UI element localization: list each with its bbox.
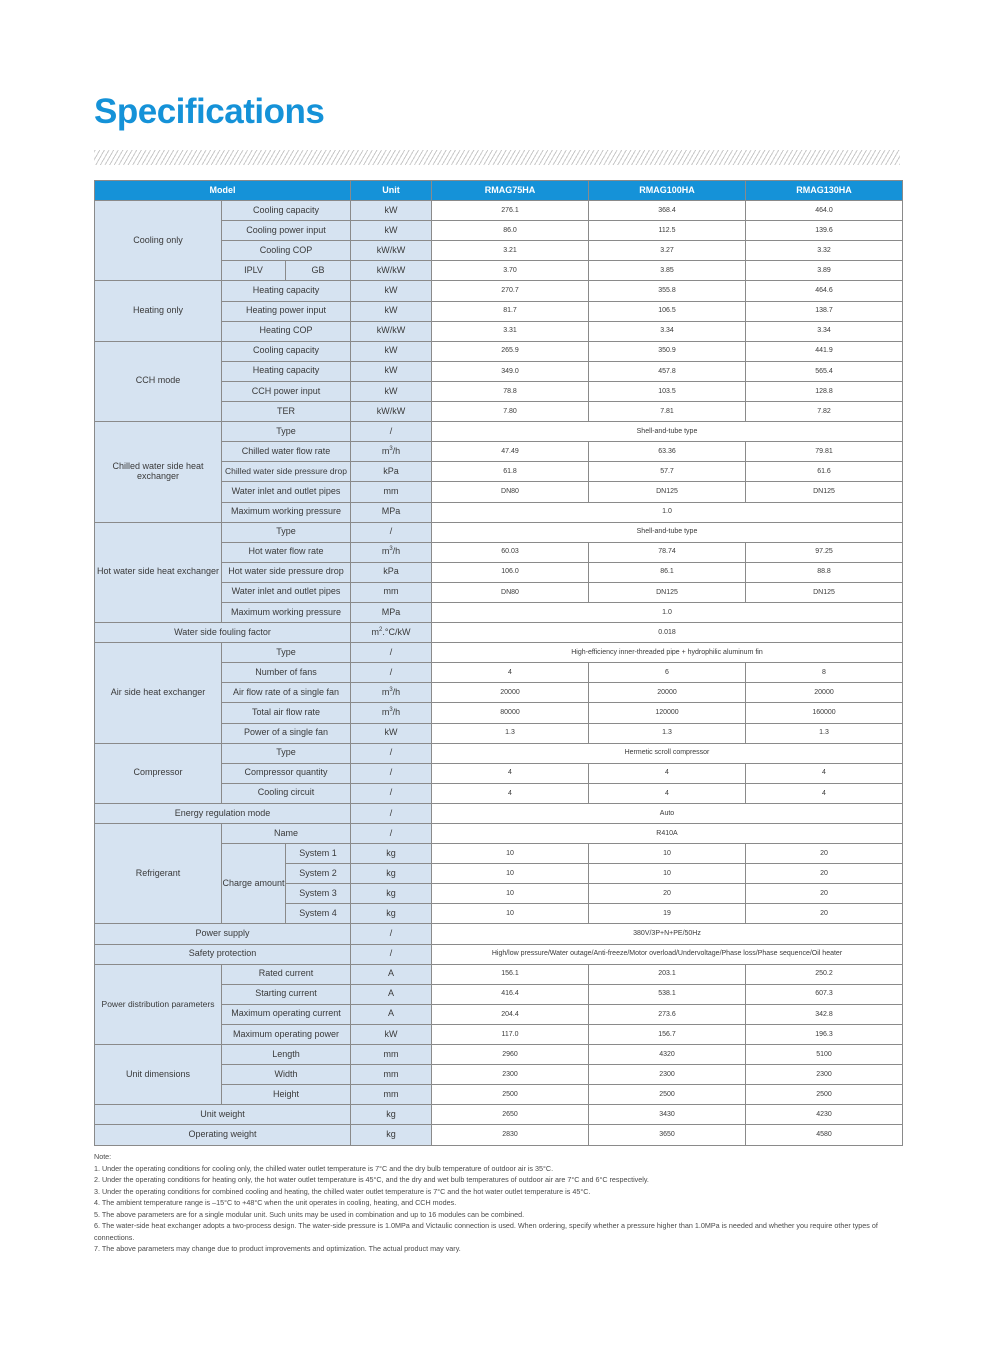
value-cell: 416.4 (432, 984, 589, 1004)
row-unit: A (351, 1004, 432, 1024)
note-item: 6. The water-side heat exchanger adopts a two-process design. The water-side pressure is 1.0MPa and Victaulic connection is used. When ordering, specify whether a pressure higher than 1.0MPa is needed and whether you require other types of connections. (94, 1221, 878, 1242)
value-cell: 60.03 (432, 542, 589, 562)
value-cell: 106.5 (589, 301, 746, 321)
table-header-row (95, 181, 903, 201)
row-label: Energy regulation mode (95, 803, 351, 823)
value-cell: 3.85 (589, 261, 746, 281)
row-unit: / (351, 522, 432, 542)
row-unit: / (351, 824, 432, 844)
value-cell: 368.4 (589, 201, 746, 221)
value-cell: 88.8 (746, 562, 903, 582)
group-label: Cooling only (95, 201, 222, 281)
row-label: Safety protection (95, 944, 351, 964)
value-cell: DN80 (432, 582, 589, 602)
value-cell: 8 (746, 663, 903, 683)
value-cell: 20 (589, 884, 746, 904)
value-cell: 2830 (432, 1125, 589, 1145)
row-unit: / (351, 643, 432, 663)
header-model: Model (95, 181, 351, 201)
row-unit: kg (351, 884, 432, 904)
specifications-table (94, 180, 903, 1146)
value-cell: 204.4 (432, 1004, 589, 1024)
row-unit: A (351, 984, 432, 1004)
row-label: Maximum operating power (222, 1024, 351, 1044)
value-cell: 10 (432, 864, 589, 884)
row-label: Heating power input (222, 301, 351, 321)
value-cell: 3.31 (432, 321, 589, 341)
value-cell: 3.89 (746, 261, 903, 281)
row-label: Heating COP (222, 321, 351, 341)
row-label: System 3 (286, 884, 351, 904)
row-label: Unit weight (95, 1105, 351, 1125)
row-label: Hot water flow rate (222, 542, 351, 562)
row-label: Width (222, 1065, 351, 1085)
row-unit (351, 623, 432, 643)
value-cell: 61.6 (746, 462, 903, 482)
row-label: Type (222, 422, 351, 442)
note-item: 3. Under the operating conditions for combined cooling and heating, the chilled water outlet temperature is 7°C and the hot water outlet temperature is 45°C. (94, 1186, 591, 1196)
value-cell: 349.0 (432, 361, 589, 381)
value-cell: 4580 (746, 1125, 903, 1145)
group-label: Hot water side heat exchanger (95, 522, 222, 622)
value-cell: 565.4 (746, 361, 903, 381)
notes-section (94, 1151, 900, 1255)
row-label: System 4 (286, 904, 351, 924)
row-label: Type (222, 743, 351, 763)
value-cell: 4230 (746, 1105, 903, 1125)
value-cell: 80000 (432, 703, 589, 723)
value-cell: 4 (432, 763, 589, 783)
note-item: 4. The ambient temperature range is –15°C to +48°C when the unit operates in cooling, heating, and CCH modes. (94, 1198, 457, 1207)
row-label: System 1 (286, 844, 351, 864)
row-label: Heating capacity (222, 361, 351, 381)
value-cell: 2500 (432, 1085, 589, 1105)
row-unit: / (351, 663, 432, 683)
value-cell: 19 (589, 904, 746, 924)
table-row (95, 341, 903, 361)
row-unit: kW (351, 1024, 432, 1044)
hatch-divider (94, 150, 900, 165)
value-cell: 20 (746, 864, 903, 884)
row-label: Cooling power input (222, 221, 351, 241)
row-label: CCH power input (222, 381, 351, 401)
value-cell: DN80 (432, 482, 589, 502)
group-label: Air side heat exchanger (95, 643, 222, 743)
row-unit: kg (351, 1105, 432, 1125)
row-label: Chilled water side pressure drop (222, 462, 351, 482)
note-item: 7. The above parameters may change due to product improvements and optimization. The actual product may vary. (94, 1244, 461, 1253)
value-cell: Hermetic scroll compressor (432, 743, 903, 763)
value-cell: 2650 (432, 1105, 589, 1125)
unit-suffix: .°C/kW (382, 626, 411, 637)
row-unit: kW (351, 281, 432, 301)
row-unit: kW (351, 301, 432, 321)
row-unit: mm (351, 582, 432, 602)
group-label: Compressor (95, 743, 222, 803)
unit-base: m (371, 626, 380, 637)
row-label: Cooling capacity (222, 201, 351, 221)
value-cell: 4 (432, 663, 589, 683)
value-cell: DN125 (589, 482, 746, 502)
value-cell: 196.3 (746, 1024, 903, 1044)
row-unit: kW/kW (351, 402, 432, 422)
table-row (95, 824, 903, 844)
value-cell: 265.9 (432, 341, 589, 361)
table-row (95, 522, 903, 542)
row-unit: kW (351, 221, 432, 241)
value-cell: 86.1 (589, 562, 746, 582)
value-cell: 10 (432, 904, 589, 924)
group-label: CCH mode (95, 341, 222, 421)
table-row (95, 1125, 903, 1145)
note-item: 2. Under the operating conditions for heating only, the hot water outlet temperature is 45°C, and the dry and wet bulb temperatures of outdoor air are 7°C and 6°C respectively. (94, 1175, 649, 1184)
value-cell: 464.0 (746, 201, 903, 221)
value-cell: 20000 (746, 683, 903, 703)
value-cell: 97.25 (746, 542, 903, 562)
value-cell: 464.6 (746, 281, 903, 301)
row-unit: kW (351, 361, 432, 381)
row-label: Starting current (222, 984, 351, 1004)
unit-suffix: /h (392, 686, 401, 697)
unit-superscript: 3 (389, 686, 393, 693)
row-label: IPLV (222, 261, 286, 281)
header-model-2: RMAG100HA (589, 181, 746, 201)
row-label: Maximum working pressure (222, 502, 351, 522)
row-unit: mm (351, 1085, 432, 1105)
row-unit: MPa (351, 602, 432, 622)
value-cell: 156.7 (589, 1024, 746, 1044)
row-unit: / (351, 944, 432, 964)
value-cell: 7.81 (589, 402, 746, 422)
value-cell: High/low pressure/Water outage/Anti-freeze/Motor overload/Undervoltage/Phase loss/Phase sequence/Oil heater (432, 944, 903, 964)
notes-title: Note: (94, 1152, 112, 1161)
row-unit: kW (351, 341, 432, 361)
row-label: Type (222, 522, 351, 542)
row-unit (351, 442, 432, 462)
table-row (95, 623, 903, 643)
row-label: Cooling circuit (222, 783, 351, 803)
value-cell: 276.1 (432, 201, 589, 221)
unit-superscript: 3 (389, 445, 393, 452)
row-label: Power of a single fan (222, 723, 351, 743)
row-unit: A (351, 964, 432, 984)
value-cell: 78.74 (589, 542, 746, 562)
row-unit: kW/kW (351, 261, 432, 281)
row-label: Rated current (222, 964, 351, 984)
value-cell: Shell-and-tube type (432, 422, 903, 442)
value-cell: 2500 (746, 1085, 903, 1105)
value-cell: 7.80 (432, 402, 589, 422)
value-cell: 3430 (589, 1105, 746, 1125)
row-unit: / (351, 783, 432, 803)
value-cell: 20000 (589, 683, 746, 703)
row-unit (351, 683, 432, 703)
value-cell: 103.5 (589, 381, 746, 401)
value-cell: 120000 (589, 703, 746, 723)
row-label: Name (222, 824, 351, 844)
row-unit: kW (351, 201, 432, 221)
value-cell: 5100 (746, 1045, 903, 1065)
row-unit: / (351, 763, 432, 783)
group-label: Chilled water side heat exchanger (95, 422, 222, 522)
value-cell: 139.6 (746, 221, 903, 241)
row-unit (351, 542, 432, 562)
value-cell: 10 (589, 844, 746, 864)
unit-superscript: 2 (379, 626, 383, 633)
row-unit: kg (351, 1125, 432, 1145)
value-cell: 607.3 (746, 984, 903, 1004)
page-title: Specifications (94, 92, 325, 131)
value-cell: 128.8 (746, 381, 903, 401)
value-cell: 3.21 (432, 241, 589, 261)
note-item: 5. The above parameters are for a single modular unit. Such units may be used in combination and up to 16 modules can be combined. (94, 1209, 525, 1219)
row-label: Chilled water flow rate (222, 442, 351, 462)
row-unit: kW (351, 381, 432, 401)
value-cell: 4 (746, 783, 903, 803)
row-unit: kg (351, 844, 432, 864)
row-label: Water inlet and outlet pipes (222, 482, 351, 502)
row-unit: mm (351, 482, 432, 502)
row-unit: kg (351, 904, 432, 924)
header-model-3: RMAG130HA (746, 181, 903, 201)
value-cell: 538.1 (589, 984, 746, 1004)
value-cell: 61.8 (432, 462, 589, 482)
row-unit: kPa (351, 462, 432, 482)
value-cell: 0.018 (432, 623, 903, 643)
value-cell: 86.0 (432, 221, 589, 241)
value-cell: 4 (432, 783, 589, 803)
table-row (95, 924, 903, 944)
row-label: Operating weight (95, 1125, 351, 1145)
row-sublabel: GB (286, 261, 351, 281)
value-cell: 117.0 (432, 1024, 589, 1044)
value-cell: 112.5 (589, 221, 746, 241)
row-label: Total air flow rate (222, 703, 351, 723)
value-cell: 4320 (589, 1045, 746, 1065)
row-label: Maximum operating current (222, 1004, 351, 1024)
value-cell: 3.32 (746, 241, 903, 261)
value-cell: 457.8 (589, 361, 746, 381)
value-cell: 10 (589, 864, 746, 884)
value-cell: 355.8 (589, 281, 746, 301)
table-row (95, 803, 903, 823)
value-cell: 273.6 (589, 1004, 746, 1024)
row-label: Length (222, 1045, 351, 1065)
row-label: System 2 (286, 864, 351, 884)
row-label: Water side fouling factor (95, 623, 351, 643)
unit-superscript: 3 (389, 546, 393, 553)
value-cell: 342.8 (746, 1004, 903, 1024)
value-cell: 350.9 (589, 341, 746, 361)
value-cell: 3650 (589, 1125, 746, 1145)
value-cell: DN125 (746, 482, 903, 502)
value-cell: 441.9 (746, 341, 903, 361)
table-row (95, 281, 903, 301)
group-label: Refrigerant (95, 824, 222, 924)
row-unit: MPa (351, 502, 432, 522)
group-label: Unit dimensions (95, 1045, 222, 1105)
row-label: Height (222, 1085, 351, 1105)
value-cell: 250.2 (746, 964, 903, 984)
value-cell: 4 (746, 763, 903, 783)
value-cell: 10 (432, 884, 589, 904)
row-unit: kPa (351, 562, 432, 582)
value-cell: 20 (746, 904, 903, 924)
row-label: Number of fans (222, 663, 351, 683)
value-cell: 3.34 (746, 321, 903, 341)
unit-superscript: 3 (389, 707, 393, 714)
value-cell: 156.1 (432, 964, 589, 984)
unit-suffix: /h (392, 546, 401, 557)
value-cell: 79.81 (746, 442, 903, 462)
table-row (95, 964, 903, 984)
value-cell: 2300 (589, 1065, 746, 1085)
value-cell: 81.7 (432, 301, 589, 321)
row-unit (351, 703, 432, 723)
value-cell: 4 (589, 763, 746, 783)
value-cell: 203.1 (589, 964, 746, 984)
unit-base: m (381, 686, 390, 697)
value-cell: 2500 (589, 1085, 746, 1105)
group-label: Heating only (95, 281, 222, 341)
value-cell: 270.7 (432, 281, 589, 301)
row-unit: mm (351, 1045, 432, 1065)
value-cell: 3.70 (432, 261, 589, 281)
value-cell: 20 (746, 844, 903, 864)
value-cell: 10 (432, 844, 589, 864)
value-cell: 6 (589, 663, 746, 683)
charge-amount-label: Charge amount (222, 844, 286, 924)
value-cell: 160000 (746, 703, 903, 723)
table-row (95, 944, 903, 964)
table-row (95, 1045, 903, 1065)
row-unit: / (351, 743, 432, 763)
value-cell: 1.3 (589, 723, 746, 743)
row-label: Air flow rate of a single fan (222, 683, 351, 703)
table-row (95, 422, 903, 442)
row-label: Cooling COP (222, 241, 351, 261)
row-label: Hot water side pressure drop (222, 562, 351, 582)
value-cell: Shell-and-tube type (432, 522, 903, 542)
value-cell: 380V/3P+N+PE/50Hz (432, 924, 903, 944)
row-label: Water inlet and outlet pipes (222, 582, 351, 602)
value-cell: 2960 (432, 1045, 589, 1065)
value-cell: 2300 (746, 1065, 903, 1085)
value-cell: 3.27 (589, 241, 746, 261)
value-cell: 57.7 (589, 462, 746, 482)
row-label: Cooling capacity (222, 341, 351, 361)
value-cell: R410A (432, 824, 903, 844)
row-label: Power supply (95, 924, 351, 944)
value-cell: 2300 (432, 1065, 589, 1085)
table-row (95, 643, 903, 663)
value-cell: 47.49 (432, 442, 589, 462)
row-unit: kW/kW (351, 241, 432, 261)
row-label: TER (222, 402, 351, 422)
value-cell: 1.3 (432, 723, 589, 743)
row-label: Type (222, 643, 351, 663)
value-cell: DN125 (746, 582, 903, 602)
row-unit: kg (351, 864, 432, 884)
value-cell: 78.8 (432, 381, 589, 401)
unit-base: m (381, 445, 390, 456)
row-label: Maximum working pressure (222, 602, 351, 622)
note-item: 1. Under the operating conditions for cooling only, the chilled water outlet temperature is 7°C and the dry bulb temperature of outdoor air is 35°C. (94, 1163, 554, 1173)
value-cell: High-efficiency inner-threaded pipe + hydrophilic aluminum fin (432, 643, 903, 663)
unit-base: m (381, 546, 390, 557)
row-unit: / (351, 422, 432, 442)
value-cell: 106.0 (432, 562, 589, 582)
unit-base: m (381, 707, 390, 718)
value-cell: DN125 (589, 582, 746, 602)
value-cell: 20000 (432, 683, 589, 703)
row-label: Heating capacity (222, 281, 351, 301)
row-unit: kW (351, 723, 432, 743)
value-cell: 1.0 (432, 502, 903, 522)
value-cell: 3.34 (589, 321, 746, 341)
value-cell: Auto (432, 803, 903, 823)
value-cell: 7.82 (746, 402, 903, 422)
row-unit: kW/kW (351, 321, 432, 341)
row-unit: / (351, 803, 432, 823)
table-row (95, 201, 903, 221)
unit-suffix: /h (392, 445, 401, 456)
value-cell: 138.7 (746, 301, 903, 321)
header-model-1: RMAG75HA (432, 181, 589, 201)
value-cell: 20 (746, 884, 903, 904)
unit-suffix: /h (392, 707, 401, 718)
row-unit: mm (351, 1065, 432, 1085)
row-label: Compressor quantity (222, 763, 351, 783)
header-unit: Unit (351, 181, 432, 201)
value-cell: 1.3 (746, 723, 903, 743)
group-label: Power distribution parameters (95, 964, 222, 1044)
value-cell: 1.0 (432, 602, 903, 622)
row-unit: / (351, 924, 432, 944)
table-row (95, 743, 903, 763)
value-cell: 63.36 (589, 442, 746, 462)
table-row (95, 1105, 903, 1125)
value-cell: 4 (589, 783, 746, 803)
